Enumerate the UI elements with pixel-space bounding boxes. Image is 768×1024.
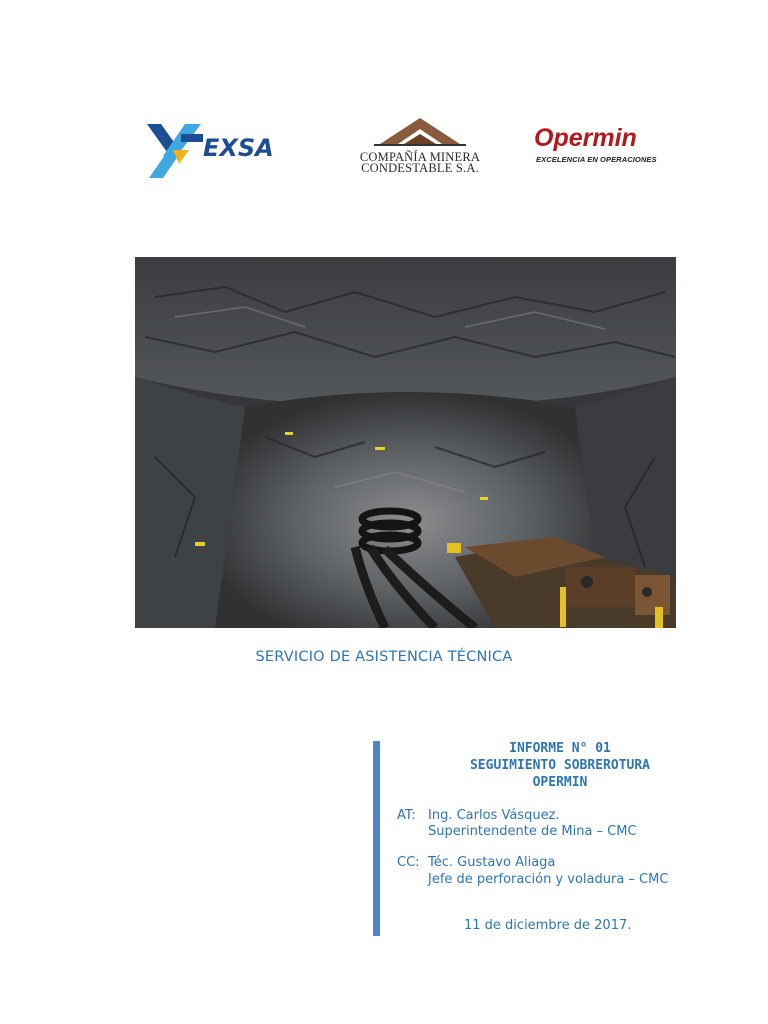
cc-name: Téc. Gustavo Aliaga	[428, 855, 556, 870]
at-label: AT:	[397, 808, 416, 823]
cmc-name-line2: CONDESTABLE S.A.	[361, 161, 479, 175]
cmc-logo	[340, 112, 500, 174]
report-number: INFORME N° 01	[509, 741, 611, 756]
service-title: SERVICIO DE ASISTENCIA TÉCNICA	[255, 649, 513, 665]
opermin-wordmark: Opermin	[534, 124, 637, 152]
exsa-wordmark: EXSA	[203, 134, 274, 162]
report-accent-bar	[373, 741, 380, 936]
report-date: 11 de diciembre de 2017.	[464, 918, 632, 933]
at-name: Ing. Carlos Vásquez.	[428, 808, 560, 823]
cover-photo	[135, 257, 676, 628]
mountain-icon	[340, 112, 500, 152]
cc-role: Jefe de perforación y voladura – CMC	[428, 872, 669, 887]
opermin-logo	[530, 122, 660, 172]
exsa-logo	[145, 120, 310, 182]
cmc-name-line1: COMPAÑÍA MINERA	[359, 150, 481, 164]
at-role: Superintendente de Mina – CMC	[428, 824, 637, 839]
mine-tunnel-image	[135, 257, 676, 628]
cc-label: CC:	[397, 855, 420, 870]
report-company: OPERMIN	[532, 775, 588, 790]
opermin-tagline: EXCELENCIA EN OPERACIONES	[536, 155, 657, 164]
report-subject: SEGUIMIENTO SOBREROTURA	[469, 758, 650, 773]
